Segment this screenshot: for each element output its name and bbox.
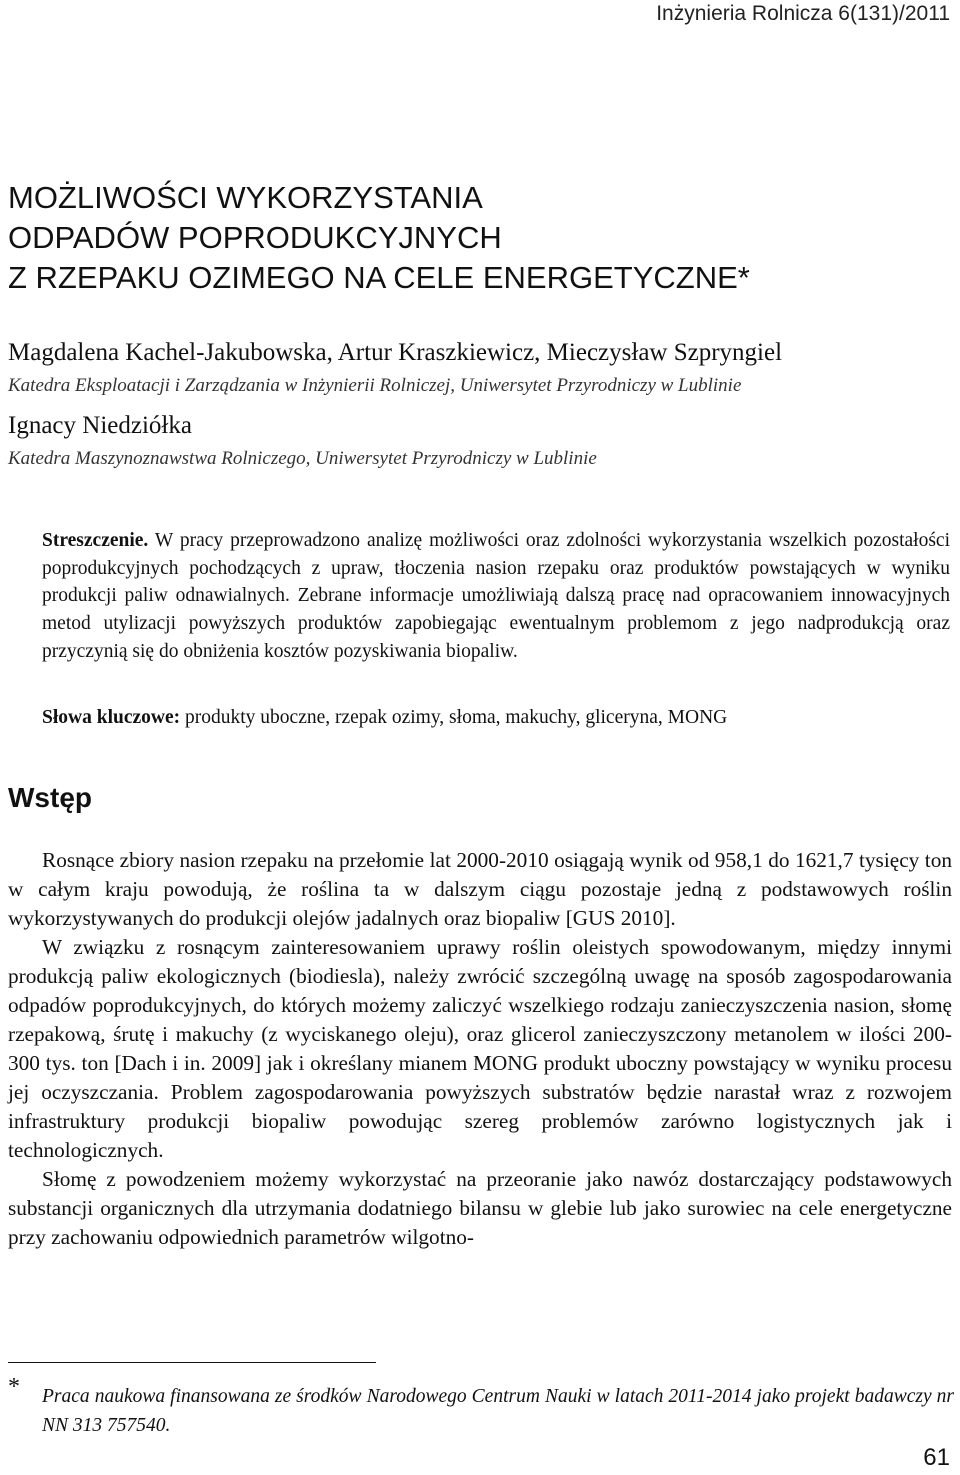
keywords-text: produkty uboczne, rzepak ozimy, słoma, makuchy, gliceryna, MONG (185, 707, 728, 728)
abstract-text: W pracy przeprowadzono analizę możliwości oraz zdolności wykorzystania wszelkich pozostałości poprodukcyjnych pochodzących z upraw, tłoczenia nasion rzepaku oraz produktów powstających w wyniku produkcji paliw odnawialnych. Zebrane informacje umożliwiają dalszą pracę nad opracowaniem innowacyjnych metod utylizacji powyższych produktów zapobiegając ewentualnym problemom z jego nadprodukcją oraz przyczynią się do obniżenia kosztów pozyskiwania biopaliw. (42, 530, 950, 662)
paragraph: Słomę z powodzeniem możemy wykorzystać na przeoranie jako nawóz dostarczający podstawowych substancji organicznych dla utrzymania dodatniego bilansu w glebie lub jako surowiec na cele energetyczne przy zachowaniu odpowiednich parametrów wilgotno- (8, 1167, 952, 1249)
paper-title (8, 178, 750, 298)
paragraph: W związku z rosnącym zainteresowaniem uprawy roślin oleistych spowodowanym, między innymi produkcją paliw ekologicznych (biodiesla), należy zwrócić szczególną uwagę na sposób zagospodarowania odpadów poprodukcyjnych, do których możemy zaliczyć wszelkiego rodzaju zanieczyszczenia nasion, słomę rzepakową, śrutę i makuchy (z wyciskanego oleju), oraz glicerol zanieczyszczony metanolem w ilości 200-300 tys. ton [Dach i in. 2009] jak i określany mianem MONG produkt uboczny powstający w wyniku procesu jej oczyszczania. Problem zagospodarowania powyższych substratów będzie narastał wraz z rozwojem infrastruktury produkcji biopaliw powodując szereg problemów zarówno logistycznych jak i technologicznych. (8, 935, 952, 1162)
page-number: 61 (923, 1444, 950, 1471)
abstract-label: Streszczenie. (42, 530, 149, 551)
body-text (8, 846, 952, 1252)
footnote-divider (8, 1362, 376, 1363)
title-line: MOŻLIWOŚCI WYKORZYSTANIA (8, 180, 483, 215)
abstract (42, 527, 950, 666)
affiliation-1: Katedra Eksploatacji i Zarządzania w Inżynierii Rolniczej, Uniwersytet Przyrodniczy w Lublinie (8, 375, 742, 396)
authors-group-2: Ignacy Niedziółka (8, 412, 192, 439)
section-heading: Wstęp (8, 782, 92, 813)
footnote-text: Praca naukowa finansowana ze środków Narodowego Centrum Nauki w latach 2011-2014 jako projekt badawczy nr NN 313 757540. (42, 1386, 954, 1436)
footnote-mark: * (8, 1374, 20, 1400)
keywords-label: Słowa kluczowe: (42, 707, 181, 728)
affiliation-2: Katedra Maszynoznawstwa Rolniczego, Uniwersytet Przyrodniczy w Lublinie (8, 448, 597, 469)
keywords (42, 704, 727, 732)
paragraph: Rosnące zbiory nasion rzepaku na przełomie lat 2000-2010 osiągają wynik od 958,1 do 1621,7 tysięcy ton w całym kraju powodują, że roślina ta w dalszym ciągu pozostaje jedną z podstawowych roślin wykorzystywanych do produkcji olejów jadalnych oraz biopaliw [GUS 2010]. (8, 848, 952, 930)
journal-header: Inżynieria Rolnicza 6(131)/2011 (656, 2, 950, 25)
title-line: Z RZEPAKU OZIMEGO NA CELE ENERGETYCZNE* (8, 260, 750, 295)
authors-group-1: Magdalena Kachel-Jakubowska, Artur Kraszkiewicz, Mieczysław Szpryngiel (8, 339, 783, 366)
title-line: ODPADÓW POPRODUKCYJNYCH (8, 220, 502, 255)
